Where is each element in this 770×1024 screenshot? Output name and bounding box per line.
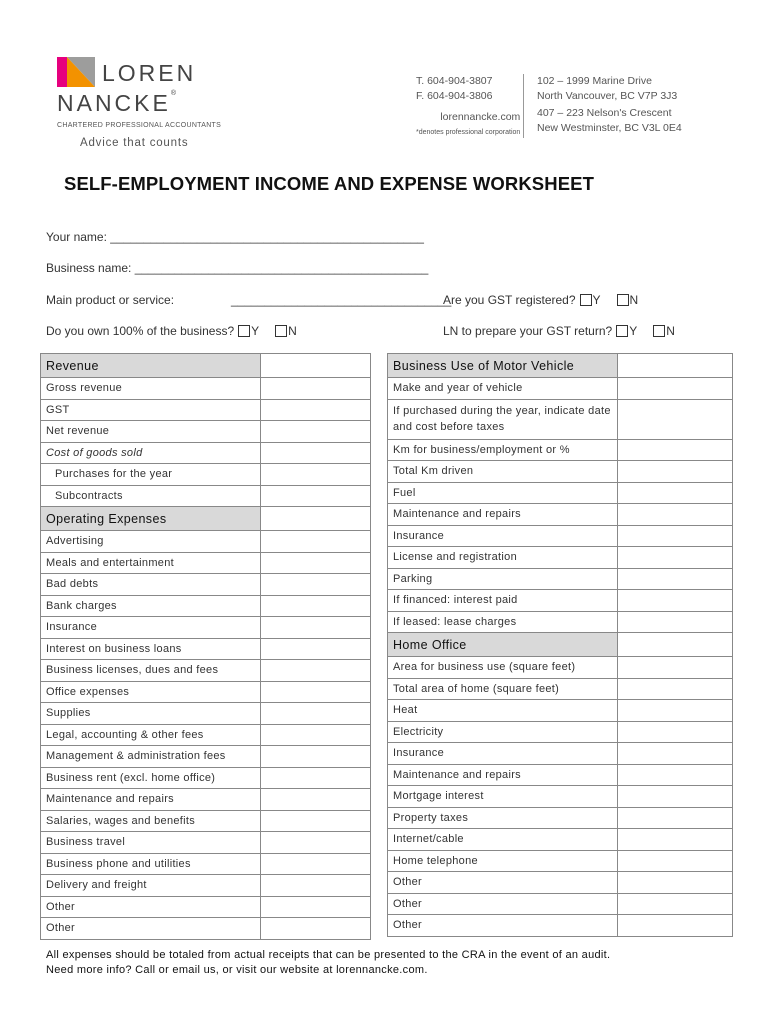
value-cell[interactable] — [618, 611, 733, 633]
value-cell[interactable] — [618, 525, 733, 547]
brand-tagline: Advice that counts — [80, 137, 189, 149]
cogs-label: Cost of goods sold — [41, 442, 261, 464]
table-row — [41, 378, 371, 400]
value-cell[interactable] — [618, 354, 733, 378]
value-cell[interactable] — [618, 721, 733, 743]
row-label: Business phone and utilities — [41, 853, 261, 875]
website-link[interactable]: lorennancke.com — [440, 111, 521, 123]
value-cell[interactable] — [261, 789, 371, 811]
value-cell[interactable] — [261, 617, 371, 639]
table-row — [41, 746, 371, 768]
table-row — [41, 789, 371, 811]
gst-no-checkbox[interactable] — [617, 294, 629, 306]
row-label: Total Km driven — [388, 461, 618, 483]
home-office-header: Home Office — [388, 633, 618, 657]
row-label: Delivery and freight — [41, 875, 261, 897]
value-cell[interactable] — [618, 700, 733, 722]
table-row — [41, 703, 371, 725]
ln-gst-yes-checkbox[interactable] — [616, 325, 628, 337]
value-cell[interactable] — [261, 918, 371, 940]
value-cell[interactable] — [261, 660, 371, 682]
value-cell[interactable] — [261, 354, 371, 378]
value-cell[interactable] — [618, 504, 733, 526]
value-cell[interactable] — [618, 786, 733, 808]
table-row — [388, 721, 733, 743]
value-cell[interactable] — [261, 767, 371, 789]
row-label: Meals and entertainment — [41, 552, 261, 574]
table-row — [388, 461, 733, 483]
value-cell[interactable] — [261, 378, 371, 400]
header-divider — [523, 74, 524, 138]
main-product-label: Main product or service: — [46, 293, 175, 307]
value-cell[interactable] — [618, 657, 733, 679]
value-cell[interactable] — [261, 399, 371, 421]
table-row — [41, 767, 371, 789]
row-label: Maintenance and repairs — [388, 504, 618, 526]
table-row — [388, 678, 733, 700]
value-cell[interactable] — [261, 638, 371, 660]
row-label: Subcontracts — [41, 485, 261, 507]
table-row — [41, 724, 371, 746]
address-new-westminster: 407 – 223 Nelson's Crescent New Westminster, BC V3L 0E4 — [537, 107, 682, 134]
row-label: Maintenance and repairs — [388, 764, 618, 786]
row-label: Other — [388, 872, 618, 894]
own-yes-checkbox[interactable] — [238, 325, 250, 337]
row-label: Purchases for the year — [41, 464, 261, 486]
value-cell[interactable] — [261, 724, 371, 746]
value-cell[interactable] — [261, 875, 371, 897]
table-row — [41, 617, 371, 639]
row-label: Fuel — [388, 482, 618, 504]
gst-yes-checkbox[interactable] — [580, 294, 592, 306]
ln-gst-no-checkbox[interactable] — [653, 325, 665, 337]
table-row — [41, 918, 371, 940]
row-label: Property taxes — [388, 807, 618, 829]
table-row — [388, 547, 733, 569]
value-cell[interactable] — [618, 850, 733, 872]
row-label: Insurance — [41, 617, 261, 639]
row-label: Legal, accounting & other fees — [41, 724, 261, 746]
table-row — [388, 354, 733, 378]
row-label: Other — [41, 918, 261, 940]
row-label: Management & administration fees — [41, 746, 261, 768]
value-cell[interactable] — [261, 703, 371, 725]
main-product-field[interactable]: _________________________________ — [231, 293, 452, 307]
table-row — [41, 485, 371, 507]
value-cell[interactable] — [261, 810, 371, 832]
opex-header: Operating Expenses — [41, 507, 261, 531]
table-row — [388, 568, 733, 590]
row-label: Make and year of vehicle — [388, 378, 618, 400]
table-row — [41, 681, 371, 703]
table-row — [388, 915, 733, 937]
table-row — [41, 853, 371, 875]
gst-registered-question: Are you GST registered? Y N — [443, 293, 639, 307]
row-label: Maintenance and repairs — [41, 789, 261, 811]
table-row — [41, 531, 371, 553]
row-label: Supplies — [41, 703, 261, 725]
table-row — [388, 378, 733, 400]
value-cell[interactable] — [618, 872, 733, 894]
value-cell[interactable] — [261, 421, 371, 443]
table-row — [388, 399, 733, 439]
table-row — [41, 399, 371, 421]
table-row — [41, 464, 371, 486]
value-cell[interactable] — [618, 764, 733, 786]
ln-gst-question: LN to prepare your GST return? Y N — [443, 324, 675, 338]
revenue-header: Revenue — [41, 354, 261, 378]
table-row — [388, 482, 733, 504]
row-label: Business travel — [41, 832, 261, 854]
row-label: Insurance — [388, 743, 618, 765]
value-cell[interactable] — [261, 442, 371, 464]
row-label: Bad debts — [41, 574, 261, 596]
row-label: GST — [41, 399, 261, 421]
value-cell[interactable] — [618, 399, 733, 439]
row-label: Km for business/employment or % — [388, 439, 618, 461]
table-row — [388, 700, 733, 722]
row-label: Total area of home (square feet) — [388, 678, 618, 700]
table-row — [388, 786, 733, 808]
value-cell[interactable] — [618, 829, 733, 851]
row-label: If purchased during the year, indicate date and cost before taxes — [388, 399, 618, 439]
table-row — [41, 507, 371, 531]
row-label: Bank charges — [41, 595, 261, 617]
value-cell[interactable] — [618, 893, 733, 915]
table-row — [388, 829, 733, 851]
value-cell[interactable] — [261, 595, 371, 617]
row-label: Salaries, wages and benefits — [41, 810, 261, 832]
table-row — [388, 525, 733, 547]
row-label: Gross revenue — [41, 378, 261, 400]
footer-note: All expenses should be totaled from actual receipts that can be presented to the CRA in the event of an audit. Need more info? Call or email us, or visit our website at lorennancke.com. — [46, 949, 611, 976]
brand-name-line1: LOREN — [102, 60, 197, 86]
row-label: Insurance — [388, 525, 618, 547]
own-business-question: Do you own 100% of the business? Y N — [46, 324, 297, 338]
table-row — [388, 893, 733, 915]
brand-name-line2: NANCKE® — [57, 90, 177, 116]
row-label: Mortgage interest — [388, 786, 618, 808]
logo-mark-icon — [57, 57, 95, 87]
table-row — [388, 807, 733, 829]
table-row — [388, 611, 733, 633]
row-label: Advertising — [41, 531, 261, 553]
row-label: Electricity — [388, 721, 618, 743]
page-title: SELF-EMPLOYMENT INCOME AND EXPENSE WORKSHEET — [64, 173, 594, 194]
table-row — [41, 896, 371, 918]
brand-subtitle: CHARTERED PROFESSIONAL ACCOUNTANTS — [57, 122, 222, 129]
row-label: Heat — [388, 700, 618, 722]
value-cell[interactable] — [261, 853, 371, 875]
table-row — [388, 590, 733, 612]
value-cell[interactable] — [618, 378, 733, 400]
value-cell[interactable] — [261, 531, 371, 553]
table-row — [388, 439, 733, 461]
row-label: Interest on business loans — [41, 638, 261, 660]
value-cell[interactable] — [261, 485, 371, 507]
value-cell[interactable] — [618, 633, 733, 657]
table-row — [41, 421, 371, 443]
table-row — [41, 638, 371, 660]
value-cell[interactable] — [261, 896, 371, 918]
row-label: Internet/cable — [388, 829, 618, 851]
business-name-field[interactable]: Business name: ____________________________________________ — [46, 261, 429, 275]
value-cell[interactable] — [618, 678, 733, 700]
table-row — [41, 832, 371, 854]
vehicle-home-office-table — [387, 353, 733, 937]
table-row — [41, 810, 371, 832]
row-label: Home telephone — [388, 850, 618, 872]
table-row — [388, 872, 733, 894]
row-label: License and registration — [388, 547, 618, 569]
table-row — [388, 850, 733, 872]
value-cell[interactable] — [618, 461, 733, 483]
table-row — [388, 504, 733, 526]
vehicle-header: Business Use of Motor Vehicle — [388, 354, 618, 378]
row-label: Other — [388, 915, 618, 937]
own-no-checkbox[interactable] — [275, 325, 287, 337]
row-label: If financed: interest paid — [388, 590, 618, 612]
value-cell[interactable] — [618, 547, 733, 569]
table-row — [388, 743, 733, 765]
table-row — [41, 442, 371, 464]
row-label: Business rent (excl. home office) — [41, 767, 261, 789]
value-cell[interactable] — [618, 807, 733, 829]
row-label: Other — [388, 893, 618, 915]
row-label: Parking — [388, 568, 618, 590]
table-row — [388, 657, 733, 679]
value-cell[interactable] — [261, 552, 371, 574]
your-name-field[interactable]: Your name: _______________________________________________ — [46, 230, 424, 244]
value-cell[interactable] — [618, 743, 733, 765]
value-cell[interactable] — [261, 681, 371, 703]
row-label: Business licenses, dues and fees — [41, 660, 261, 682]
contact-phones: T. 604-904-3807 F. 604-904-3806 — [416, 75, 493, 102]
table-row — [41, 354, 371, 378]
row-label: If leased: lease charges — [388, 611, 618, 633]
value-cell[interactable] — [618, 915, 733, 937]
value-cell[interactable] — [618, 568, 733, 590]
value-cell[interactable] — [261, 574, 371, 596]
table-row — [41, 660, 371, 682]
table-row — [41, 552, 371, 574]
row-label: Area for business use (square feet) — [388, 657, 618, 679]
value-cell[interactable] — [618, 439, 733, 461]
row-label: Other — [41, 896, 261, 918]
contact-website: lorennancke.com *denotes professional corporation — [416, 111, 521, 136]
value-cell[interactable] — [261, 746, 371, 768]
address-north-vancouver: 102 – 1999 Marine Drive North Vancouver, BC V7P 3J3 — [537, 75, 678, 102]
table-row — [388, 764, 733, 786]
table-row — [41, 574, 371, 596]
table-row — [41, 875, 371, 897]
value-cell[interactable] — [261, 464, 371, 486]
table-row — [388, 633, 733, 657]
value-cell[interactable] — [618, 482, 733, 504]
value-cell[interactable] — [618, 590, 733, 612]
revenue-expense-table — [40, 353, 371, 940]
row-label: Net revenue — [41, 421, 261, 443]
value-cell[interactable] — [261, 507, 371, 531]
value-cell[interactable] — [261, 832, 371, 854]
row-label: Office expenses — [41, 681, 261, 703]
table-row — [41, 595, 371, 617]
